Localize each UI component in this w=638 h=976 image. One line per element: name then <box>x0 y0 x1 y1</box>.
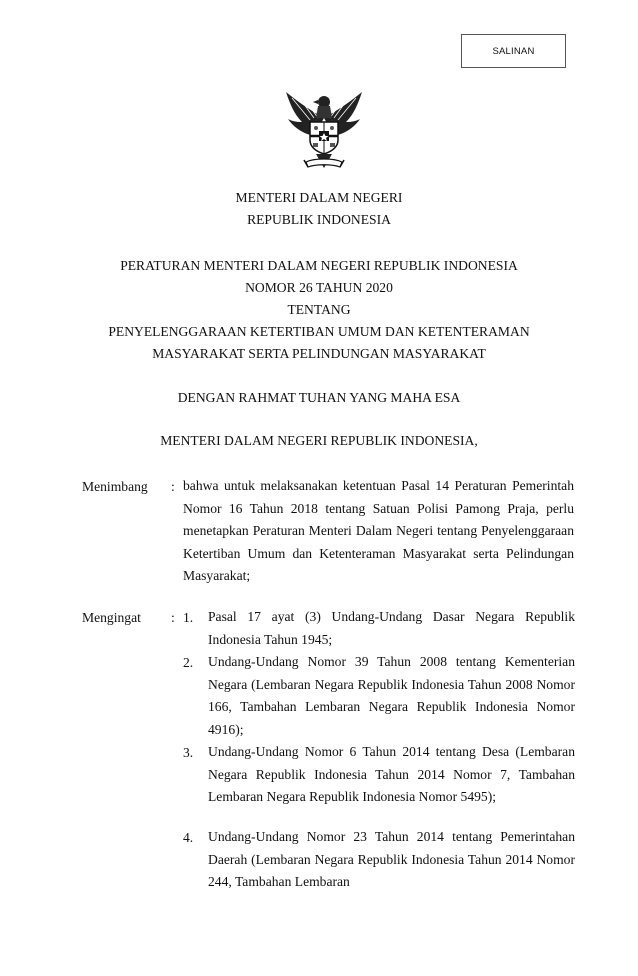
menimbang-label: Menimbang <box>82 479 148 494</box>
regulation-title-line-3: TENTANG <box>287 302 351 317</box>
blessing-line: DENGAN RAHMAT TUHAN YANG MAHA ESA <box>177 390 461 405</box>
menimbang-colon: : <box>171 479 175 494</box>
mengingat-item-text: Undang-Undang Nomor 39 Tahun 2008 tentang Kementerian Negara (Lembaran Negara Republik Indonesia Tahun 2008 Nomor 166, Tambahan Lembaran Negara Republik Indonesia Nomor 4916); <box>208 654 575 737</box>
regulation-title-line-2: NOMOR 26 TAHUN 2020 <box>245 280 393 295</box>
mengingat-item-number: 1. <box>183 610 194 625</box>
regulation-title-line-1: PERATURAN MENTERI DALAM NEGERI REPUBLIK INDONESIA <box>120 258 518 273</box>
mengingat-item-text: Undang-Undang Nomor 6 Tahun 2014 tentang Desa (Lembaran Negara Republik Indonesia Tahun 2014 Nomor 7, Tambahan Lembaran Negara Republik Indonesia Nomor 5495); <box>208 744 575 804</box>
header-country: REPUBLIK INDONESIA <box>247 212 391 227</box>
header-minister: MENTERI DALAM NEGERI <box>235 190 403 205</box>
mengingat-item-number: 3. <box>183 745 194 760</box>
salinan-stamp: SALINAN <box>461 34 566 68</box>
mengingat-item-number: 4. <box>183 830 194 845</box>
mengingat-label: Mengingat <box>82 610 141 625</box>
regulation-title-line-5: MASYARAKAT SERTA PELINDUNGAN MASYARAKAT <box>152 346 486 361</box>
mengingat-item-number: 2. <box>183 655 194 670</box>
menimbang-text: bahwa untuk melaksanakan ketentuan Pasal 14 Peraturan Pemerintah Nomor 16 Tahun 2018 tentang Satuan Polisi Pamong Praja, perlu menetapkan Peraturan Menteri Dalam Negeri tentang Penyelenggaraan Ketertiban Umum dan Ketenteraman Masyarakat serta Pelindungan Masyarakat; <box>183 478 574 583</box>
issuer-line: MENTERI DALAM NEGERI REPUBLIK INDONESIA, <box>160 433 478 448</box>
mengingat-item-text: Pasal 17 ayat (3) Undang-Undang Dasar Negara Republik Indonesia Tahun 1945; <box>208 609 575 647</box>
mengingat-colon: : <box>171 610 175 625</box>
regulation-title-line-4: PENYELENGGARAAN KETERTIBAN UMUM DAN KETENTERAMAN <box>108 324 530 339</box>
garuda-emblem-icon <box>280 88 368 176</box>
mengingat-item-text: Undang-Undang Nomor 23 Tahun 2014 tentang Pemerintahan Daerah (Lembaran Negara Republik Indonesia Tahun 2014 Nomor 244, Tambahan Lembaran <box>208 829 575 889</box>
